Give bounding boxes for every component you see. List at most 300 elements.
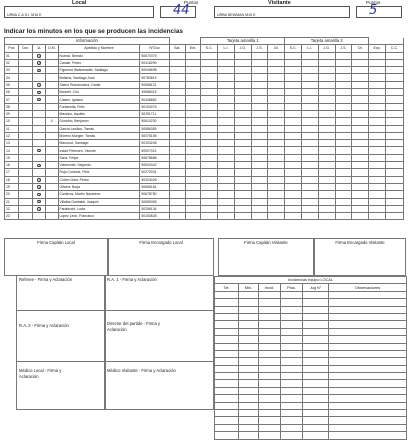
incident-cell[interactable]	[352, 74, 369, 81]
om-cell[interactable]	[45, 67, 58, 74]
incidencias-cell[interactable]	[239, 291, 259, 298]
incident-cell[interactable]	[218, 125, 235, 132]
first-line-cell[interactable]	[33, 96, 46, 103]
incidencias-cell[interactable]	[303, 373, 329, 380]
dorsal-cell[interactable]	[18, 118, 33, 125]
incident-cell[interactable]	[201, 52, 218, 59]
incidencias-cell[interactable]	[239, 424, 259, 431]
incident-cell[interactable]	[218, 52, 235, 59]
om-cell[interactable]	[45, 205, 58, 212]
incident-cell[interactable]	[218, 74, 235, 81]
om-cell[interactable]	[45, 169, 58, 176]
incidencias-cell[interactable]	[303, 313, 329, 320]
incident-cell[interactable]	[318, 191, 335, 198]
incident-cell[interactable]	[218, 213, 235, 220]
dorsal-cell[interactable]	[18, 74, 33, 81]
incidencias-cell[interactable]	[329, 365, 407, 372]
incident-cell[interactable]	[234, 59, 251, 66]
incidencias-cell[interactable]	[259, 410, 281, 417]
dorsal-cell[interactable]	[18, 81, 33, 88]
signature-medico-visitante[interactable]	[104, 361, 214, 410]
incident-cell[interactable]	[335, 213, 352, 220]
incidencias-cell[interactable]	[329, 410, 407, 417]
signature-ra2[interactable]	[16, 310, 106, 362]
incident-cell[interactable]	[234, 147, 251, 154]
incident-cell[interactable]	[251, 59, 268, 66]
incident-cell[interactable]	[369, 89, 386, 96]
incident-cell[interactable]	[369, 125, 386, 132]
first-line-cell[interactable]	[33, 147, 46, 154]
incident-cell[interactable]	[369, 81, 386, 88]
incident-cell[interactable]	[218, 147, 235, 154]
incidencias-cell[interactable]	[239, 387, 259, 394]
incident-cell[interactable]	[285, 89, 302, 96]
incidencias-cell[interactable]	[259, 395, 281, 402]
incident-cell[interactable]	[318, 96, 335, 103]
incidencias-cell[interactable]	[239, 395, 259, 402]
incident-cell[interactable]	[285, 169, 302, 176]
incident-cell[interactable]	[201, 96, 218, 103]
incident-cell[interactable]	[169, 118, 185, 125]
incident-cell[interactable]	[251, 125, 268, 132]
incident-cell[interactable]	[234, 132, 251, 139]
incidencias-cell[interactable]	[329, 328, 407, 335]
incidencias-cell[interactable]	[259, 313, 281, 320]
incident-cell[interactable]	[352, 183, 369, 190]
incident-cell[interactable]	[268, 162, 285, 169]
incident-cell[interactable]	[335, 205, 352, 212]
first-line-cell[interactable]	[33, 74, 46, 81]
incident-cell[interactable]	[218, 140, 235, 147]
om-cell[interactable]	[45, 147, 58, 154]
incident-cell[interactable]	[318, 213, 335, 220]
incident-cell[interactable]	[369, 96, 386, 103]
incident-cell[interactable]	[218, 59, 235, 66]
incident-cell[interactable]	[169, 132, 185, 139]
incident-cell[interactable]	[318, 67, 335, 74]
om-cell[interactable]	[45, 59, 58, 66]
dorsal-cell[interactable]	[18, 191, 33, 198]
om-cell[interactable]	[45, 176, 58, 183]
incident-cell[interactable]	[285, 125, 302, 132]
incident-cell[interactable]	[302, 125, 319, 132]
incidencias-cell[interactable]	[215, 306, 239, 313]
incident-cell[interactable]	[218, 118, 235, 125]
dorsal-cell[interactable]	[18, 213, 33, 220]
incidencias-cell[interactable]	[303, 365, 329, 372]
om-cell[interactable]	[45, 74, 58, 81]
incident-cell[interactable]	[218, 132, 235, 139]
incidencias-cell[interactable]	[281, 291, 303, 298]
incident-cell[interactable]	[169, 162, 185, 169]
incident-cell[interactable]	[218, 110, 235, 117]
incident-cell[interactable]	[201, 67, 218, 74]
incident-cell[interactable]	[218, 81, 235, 88]
incident-cell[interactable]	[169, 59, 185, 66]
incident-cell[interactable]	[201, 205, 218, 212]
incident-cell[interactable]	[318, 52, 335, 59]
incident-cell[interactable]	[268, 205, 285, 212]
incident-cell[interactable]	[385, 59, 403, 66]
incident-cell[interactable]	[251, 213, 268, 220]
incident-cell[interactable]	[302, 74, 319, 81]
dorsal-cell[interactable]	[18, 67, 33, 74]
incidencias-cell[interactable]	[303, 328, 329, 335]
dorsal-cell[interactable]	[18, 140, 33, 147]
incidencias-cell[interactable]	[259, 424, 281, 431]
incident-cell[interactable]	[285, 81, 302, 88]
incident-cell[interactable]	[352, 205, 369, 212]
incident-cell[interactable]	[285, 96, 302, 103]
incidencias-cell[interactable]	[281, 432, 303, 439]
incidencias-cell[interactable]	[329, 358, 407, 365]
incidencias-cell[interactable]	[215, 328, 239, 335]
signature-director[interactable]	[104, 310, 214, 362]
incident-cell[interactable]	[318, 183, 335, 190]
incident-cell[interactable]	[201, 59, 218, 66]
incident-cell[interactable]	[185, 147, 201, 154]
incidencias-cell[interactable]	[215, 299, 239, 306]
incident-cell[interactable]	[201, 110, 218, 117]
incident-cell[interactable]	[352, 162, 369, 169]
incident-cell[interactable]	[251, 205, 268, 212]
incident-cell[interactable]	[335, 118, 352, 125]
first-line-cell[interactable]	[33, 52, 46, 59]
first-line-cell[interactable]	[33, 118, 46, 125]
incident-cell[interactable]	[251, 103, 268, 110]
incident-cell[interactable]	[318, 176, 335, 183]
incident-cell[interactable]	[234, 118, 251, 125]
first-line-cell[interactable]	[33, 191, 46, 198]
incident-cell[interactable]	[318, 81, 335, 88]
incident-cell[interactable]	[335, 103, 352, 110]
incidencias-cell[interactable]	[303, 424, 329, 431]
incident-cell[interactable]	[352, 59, 369, 66]
incidencias-cell[interactable]	[303, 432, 329, 439]
incident-cell[interactable]	[185, 110, 201, 117]
incidencias-cell[interactable]	[281, 402, 303, 409]
incident-cell[interactable]	[302, 81, 319, 88]
incidencias-cell[interactable]	[215, 417, 239, 424]
incident-cell[interactable]	[234, 81, 251, 88]
incident-cell[interactable]	[369, 176, 386, 183]
incident-cell[interactable]	[285, 147, 302, 154]
incident-cell[interactable]	[385, 162, 403, 169]
incidencias-cell[interactable]	[329, 387, 407, 394]
incident-cell[interactable]	[169, 147, 185, 154]
incident-cell[interactable]	[268, 169, 285, 176]
incident-cell[interactable]	[185, 213, 201, 220]
incidencias-cell[interactable]	[303, 387, 329, 394]
incident-cell[interactable]	[251, 140, 268, 147]
incident-cell[interactable]	[369, 52, 386, 59]
incident-cell[interactable]	[335, 125, 352, 132]
incident-cell[interactable]	[251, 110, 268, 117]
local-team-field[interactable]	[4, 6, 154, 18]
incident-cell[interactable]	[369, 110, 386, 117]
om-cell[interactable]	[45, 81, 58, 88]
incidencias-cell[interactable]	[281, 380, 303, 387]
incident-cell[interactable]	[385, 74, 403, 81]
incident-cell[interactable]	[352, 103, 369, 110]
incident-cell[interactable]	[234, 125, 251, 132]
incidencias-cell[interactable]	[281, 424, 303, 431]
incidencias-cell[interactable]	[215, 321, 239, 328]
incident-cell[interactable]	[352, 67, 369, 74]
signature-ra1[interactable]	[104, 275, 214, 311]
incident-cell[interactable]	[268, 125, 285, 132]
incident-cell[interactable]	[234, 96, 251, 103]
incident-cell[interactable]	[302, 59, 319, 66]
incident-cell[interactable]	[335, 74, 352, 81]
incident-cell[interactable]	[352, 147, 369, 154]
incident-cell[interactable]	[302, 213, 319, 220]
incident-cell[interactable]	[201, 81, 218, 88]
dorsal-cell[interactable]	[18, 96, 33, 103]
first-line-cell[interactable]	[33, 59, 46, 66]
incident-cell[interactable]	[201, 89, 218, 96]
incidencias-cell[interactable]	[239, 410, 259, 417]
dorsal-cell[interactable]	[18, 198, 33, 205]
incident-cell[interactable]	[318, 198, 335, 205]
incident-cell[interactable]	[169, 198, 185, 205]
dorsal-cell[interactable]	[18, 89, 33, 96]
incidencias-cell[interactable]	[239, 417, 259, 424]
incidencias-cell[interactable]	[239, 328, 259, 335]
incident-cell[interactable]	[201, 198, 218, 205]
incidencias-cell[interactable]	[259, 321, 281, 328]
incidencias-cell[interactable]	[281, 373, 303, 380]
incident-cell[interactable]	[268, 59, 285, 66]
incident-cell[interactable]	[369, 191, 386, 198]
incident-cell[interactable]	[302, 96, 319, 103]
incident-cell[interactable]	[234, 205, 251, 212]
incident-cell[interactable]	[201, 183, 218, 190]
incident-cell[interactable]	[268, 176, 285, 183]
incident-cell[interactable]	[369, 67, 386, 74]
incidencias-cell[interactable]	[259, 417, 281, 424]
incident-cell[interactable]	[352, 191, 369, 198]
incident-cell[interactable]	[318, 103, 335, 110]
incident-cell[interactable]	[185, 59, 201, 66]
incidencias-cell[interactable]	[303, 402, 329, 409]
om-cell[interactable]	[45, 52, 58, 59]
incident-cell[interactable]	[385, 118, 403, 125]
incidencias-cell[interactable]	[281, 328, 303, 335]
incident-cell[interactable]	[352, 96, 369, 103]
incident-cell[interactable]	[385, 67, 403, 74]
incidencias-cell[interactable]	[215, 395, 239, 402]
incident-cell[interactable]	[234, 213, 251, 220]
incident-cell[interactable]	[352, 89, 369, 96]
incidencias-cell[interactable]	[281, 343, 303, 350]
incident-cell[interactable]	[302, 67, 319, 74]
signature-encargado-local[interactable]	[108, 238, 214, 276]
incident-cell[interactable]	[285, 191, 302, 198]
incident-cell[interactable]	[385, 176, 403, 183]
incident-cell[interactable]	[185, 118, 201, 125]
incident-cell[interactable]	[268, 213, 285, 220]
incident-cell[interactable]	[234, 183, 251, 190]
incident-cell[interactable]	[385, 183, 403, 190]
incidencias-cell[interactable]	[259, 402, 281, 409]
incident-cell[interactable]	[169, 81, 185, 88]
incidencias-cell[interactable]	[239, 373, 259, 380]
incident-cell[interactable]	[169, 52, 185, 59]
incidencias-cell[interactable]	[259, 350, 281, 357]
incident-cell[interactable]	[251, 176, 268, 183]
incident-cell[interactable]	[385, 147, 403, 154]
incident-cell[interactable]	[185, 176, 201, 183]
incident-cell[interactable]	[318, 205, 335, 212]
incident-cell[interactable]	[352, 169, 369, 176]
incident-cell[interactable]	[185, 125, 201, 132]
incident-cell[interactable]	[251, 162, 268, 169]
incidencias-cell[interactable]	[259, 291, 281, 298]
incident-cell[interactable]	[385, 205, 403, 212]
incidencias-cell[interactable]	[329, 395, 407, 402]
incident-cell[interactable]	[185, 89, 201, 96]
dorsal-cell[interactable]	[18, 103, 33, 110]
first-line-cell[interactable]	[33, 169, 46, 176]
incident-cell[interactable]	[318, 147, 335, 154]
incident-cell[interactable]	[201, 74, 218, 81]
incident-cell[interactable]	[369, 59, 386, 66]
incident-cell[interactable]	[285, 110, 302, 117]
incident-cell[interactable]	[285, 118, 302, 125]
incident-cell[interactable]	[335, 169, 352, 176]
om-cell[interactable]	[45, 89, 58, 96]
incident-cell[interactable]	[285, 162, 302, 169]
incidencias-cell[interactable]	[259, 365, 281, 372]
incidencias-cell[interactable]	[329, 313, 407, 320]
incident-cell[interactable]	[169, 191, 185, 198]
incident-cell[interactable]	[251, 96, 268, 103]
incident-cell[interactable]	[234, 154, 251, 161]
incident-cell[interactable]	[385, 198, 403, 205]
incident-cell[interactable]	[285, 198, 302, 205]
incidencias-cell[interactable]	[303, 410, 329, 417]
incident-cell[interactable]	[302, 140, 319, 147]
incident-cell[interactable]	[201, 140, 218, 147]
incident-cell[interactable]	[302, 89, 319, 96]
incidencias-cell[interactable]	[215, 402, 239, 409]
incident-cell[interactable]	[302, 176, 319, 183]
incident-cell[interactable]	[335, 132, 352, 139]
incident-cell[interactable]	[318, 74, 335, 81]
incidencias-cell[interactable]	[303, 321, 329, 328]
incident-cell[interactable]	[385, 96, 403, 103]
incident-cell[interactable]	[169, 176, 185, 183]
incident-cell[interactable]	[318, 162, 335, 169]
incidencias-cell[interactable]	[239, 358, 259, 365]
incidencias-cell[interactable]	[215, 432, 239, 439]
incident-cell[interactable]	[385, 191, 403, 198]
incidencias-cell[interactable]	[329, 417, 407, 424]
incident-cell[interactable]	[218, 191, 235, 198]
incident-cell[interactable]	[268, 81, 285, 88]
incident-cell[interactable]	[369, 205, 386, 212]
incident-cell[interactable]	[234, 140, 251, 147]
incidencias-cell[interactable]	[259, 336, 281, 343]
dorsal-cell[interactable]	[18, 110, 33, 117]
incidencias-cell[interactable]	[239, 306, 259, 313]
incident-cell[interactable]	[302, 183, 319, 190]
incident-cell[interactable]	[385, 140, 403, 147]
incident-cell[interactable]	[218, 103, 235, 110]
incident-cell[interactable]	[352, 176, 369, 183]
incident-cell[interactable]	[201, 125, 218, 132]
incidencias-cell[interactable]	[239, 365, 259, 372]
dorsal-cell[interactable]	[18, 176, 33, 183]
incident-cell[interactable]	[285, 74, 302, 81]
incident-cell[interactable]	[318, 132, 335, 139]
incident-cell[interactable]	[302, 132, 319, 139]
incident-cell[interactable]	[268, 147, 285, 154]
incident-cell[interactable]	[185, 132, 201, 139]
incidencias-cell[interactable]	[215, 380, 239, 387]
incident-cell[interactable]	[201, 118, 218, 125]
incident-cell[interactable]	[234, 162, 251, 169]
incident-cell[interactable]	[218, 183, 235, 190]
om-cell[interactable]	[45, 110, 58, 117]
incident-cell[interactable]	[335, 140, 352, 147]
incident-cell[interactable]	[251, 118, 268, 125]
incidencias-cell[interactable]	[303, 291, 329, 298]
incident-cell[interactable]	[268, 118, 285, 125]
incident-cell[interactable]	[185, 52, 201, 59]
incident-cell[interactable]	[318, 118, 335, 125]
om-cell[interactable]	[45, 125, 58, 132]
incidencias-cell[interactable]	[329, 321, 407, 328]
incident-cell[interactable]	[335, 89, 352, 96]
incident-cell[interactable]	[169, 103, 185, 110]
incident-cell[interactable]	[335, 176, 352, 183]
incident-cell[interactable]	[185, 103, 201, 110]
incidencias-cell[interactable]	[329, 299, 407, 306]
incident-cell[interactable]	[285, 67, 302, 74]
incident-cell[interactable]	[185, 74, 201, 81]
incident-cell[interactable]	[385, 132, 403, 139]
incident-cell[interactable]	[251, 132, 268, 139]
incident-cell[interactable]	[285, 132, 302, 139]
incident-cell[interactable]	[369, 198, 386, 205]
incidencias-cell[interactable]	[215, 365, 239, 372]
incidencias-cell[interactable]	[259, 387, 281, 394]
incident-cell[interactable]	[385, 213, 403, 220]
first-line-cell[interactable]	[33, 89, 46, 96]
first-line-cell[interactable]	[33, 176, 46, 183]
incident-cell[interactable]	[352, 198, 369, 205]
incident-cell[interactable]	[268, 183, 285, 190]
incident-cell[interactable]	[218, 154, 235, 161]
incidencias-cell[interactable]	[259, 373, 281, 380]
incident-cell[interactable]	[169, 74, 185, 81]
incident-cell[interactable]	[335, 81, 352, 88]
incident-cell[interactable]	[335, 110, 352, 117]
incident-cell[interactable]	[251, 67, 268, 74]
incidencias-cell[interactable]	[259, 432, 281, 439]
incident-cell[interactable]	[385, 169, 403, 176]
incident-cell[interactable]	[352, 52, 369, 59]
incident-cell[interactable]	[268, 140, 285, 147]
incident-cell[interactable]	[185, 198, 201, 205]
incidencias-cell[interactable]	[215, 410, 239, 417]
incident-cell[interactable]	[169, 183, 185, 190]
incident-cell[interactable]	[218, 162, 235, 169]
incidencias-cell[interactable]	[259, 328, 281, 335]
incidencias-cell[interactable]	[215, 387, 239, 394]
